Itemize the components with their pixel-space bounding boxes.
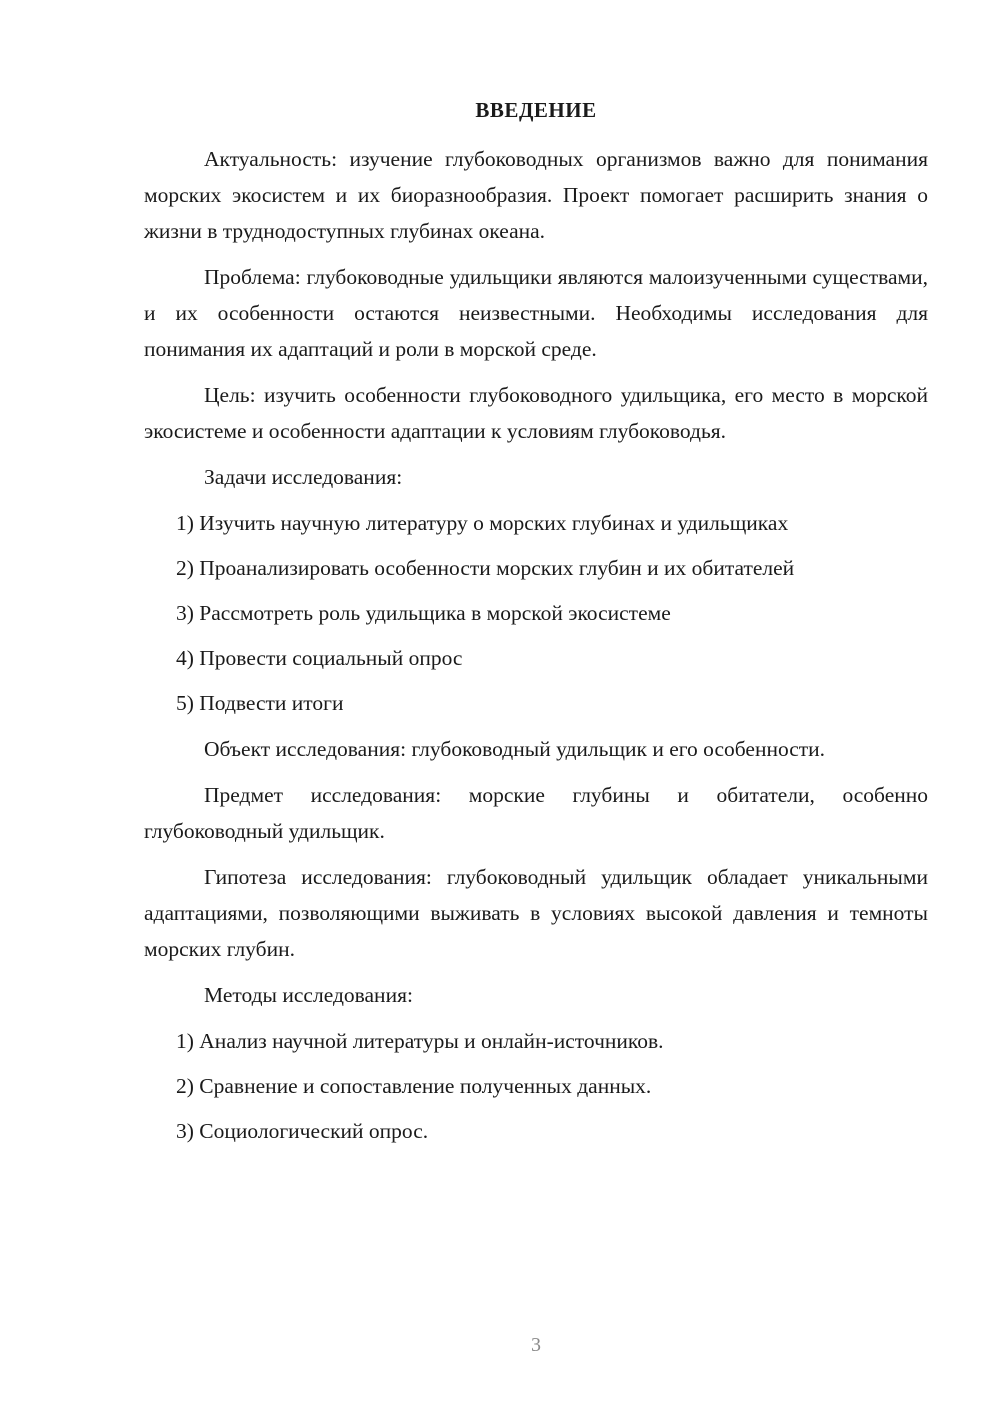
list-item: 2) Проанализировать особенности морских глубин и их обитателей [176,556,795,580]
list-item: 3) Рассмотреть роль удильщика в морской экосистеме [176,601,671,625]
document-body [144,141,928,1159]
tasks-list [144,505,928,721]
goal-paragraph: Цель: изучить особенности глубоководного удильщика, его место в морской экосистеме и особенности адаптации к условиям глубоководья. [144,383,928,443]
relevance-paragraph: Актуальность: изучение глубоководных организмов важно для понимания морских экосистем и их биоразнообразия. Проект помогает расширить знания о жизни в труднодоступных глубинах океана. [144,147,928,243]
methods-list [144,1023,928,1149]
methods-heading: Методы исследования: [204,983,413,1007]
list-item: 1) Анализ научной литературы и онлайн-источников. [176,1029,664,1053]
list-item: 1) Изучить научную литературу о морских глубинах и удильщиках [176,511,789,535]
page-number: 3 [531,1334,541,1356]
page-title: ВВЕДЕНИЕ [475,98,597,122]
hypothesis-paragraph: Гипотеза исследования: глубоководный удильщик обладает уникальными адаптациями, позволяющими выживать в условиях высокой давления и темноты морских глубин. [144,865,928,961]
list-item: 2) Сравнение и сопоставление полученных данных. [176,1074,652,1098]
tasks-heading: Задачи исследования: [204,465,403,489]
list-item: 5) Подвести итоги [176,691,344,715]
problem-paragraph: Проблема: глубоководные удильщики являются малоизученными существами, и их особенности остаются неизвестными. Необходимы исследования для понимания их адаптаций и роли в морской среде. [144,265,928,361]
list-item: 3) Социологический опрос. [176,1119,429,1143]
object-paragraph: Объект исследования: глубоководный удильщик и его особенности. [204,737,826,761]
subject-paragraph: Предмет исследования: морские глубины и обитатели, особенно глубоководный удильщик. [144,783,928,843]
list-item: 4) Провести социальный опрос [176,646,463,670]
